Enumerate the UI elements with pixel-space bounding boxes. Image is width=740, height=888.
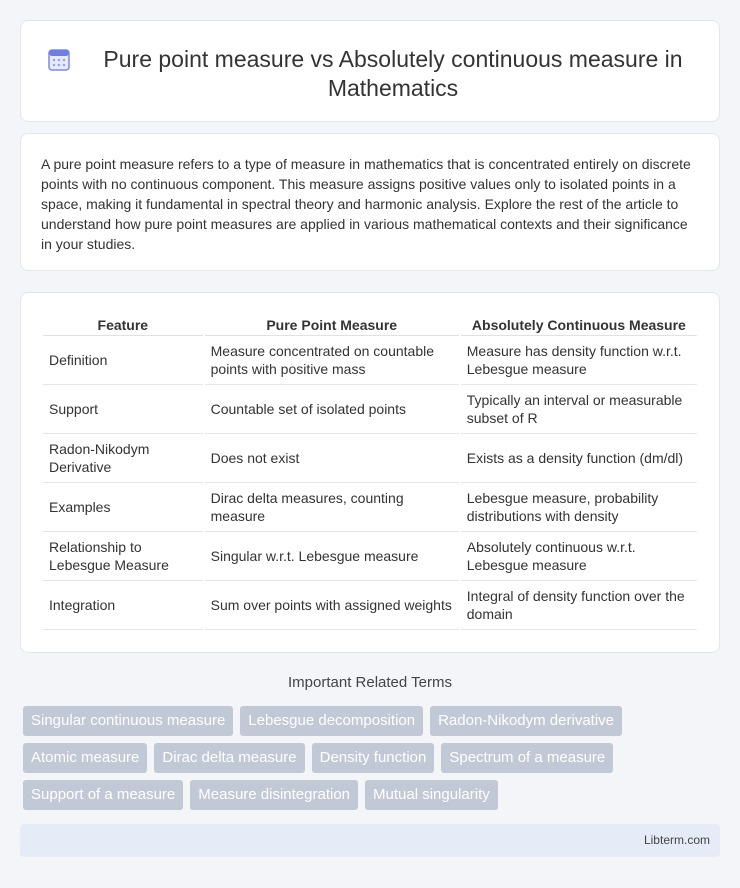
footer-site-link[interactable]: Libterm.com [643, 833, 710, 847]
table-cell: Integration [43, 581, 203, 630]
table-cell: Definition [43, 336, 203, 385]
related-term-tag[interactable]: Measure disintegration [190, 780, 358, 810]
intro-text: A pure point measure refers to a type of measure in mathematics that is concentrated entirely on discrete points with no continuous component. This measure assigns positive values only to isolated points in a space, making it fundamental in spectral theory and harmonic analysis. Explore the rest of the article to understand how pure point measures are applied in various mathematical contexts and their significance in your studies. [41, 156, 691, 252]
table-row [43, 434, 697, 483]
intro-card [20, 133, 720, 271]
column-header: Pure Point Measure [205, 314, 459, 336]
related-term-tag[interactable]: Spectrum of a measure [441, 743, 613, 773]
table-row [43, 483, 697, 532]
related-term-tag[interactable]: Lebesgue decomposition [240, 706, 423, 736]
comparison-table [41, 314, 699, 630]
table-cell: Singular w.r.t. Lebesgue measure [205, 532, 459, 581]
related-term-tag[interactable]: Atomic measure [23, 743, 147, 773]
table-cell: Lebesgue measure, probability distributions with density [461, 483, 697, 532]
calendar-icon [48, 47, 70, 71]
comparison-card [20, 292, 720, 653]
column-header: Feature [43, 314, 203, 336]
table-cell: Relationship to Lebesgue Measure [43, 532, 203, 581]
related-term-tag[interactable]: Density function [312, 743, 435, 773]
table-row [43, 532, 697, 581]
table-cell: Typically an interval or measurable subset of R [461, 385, 697, 434]
tag-row [23, 706, 723, 736]
table-cell: Dirac delta measures, counting measure [205, 483, 459, 532]
table-cell: Exists as a density function (dm/dl) [461, 434, 697, 483]
table-cell: Measure has density function w.r.t. Lebesgue measure [461, 336, 697, 385]
table-row [43, 336, 697, 385]
footer [20, 824, 720, 857]
page-title: Pure point measure vs Absolutely continuous measure in Mathematics [103, 46, 683, 101]
table-cell: Countable set of isolated points [205, 385, 459, 434]
table-cell: Sum over points with assigned weights [205, 581, 459, 630]
header-card [20, 20, 720, 122]
related-term-tag[interactable]: Singular continuous measure [23, 706, 233, 736]
related-term-tag[interactable]: Radon-Nikodym derivative [430, 706, 622, 736]
related-terms [23, 706, 723, 817]
table-cell: Does not exist [205, 434, 459, 483]
table-cell: Integral of density function over the domain [461, 581, 697, 630]
table-cell: Support [43, 385, 203, 434]
column-header: Absolutely Continuous Measure [461, 314, 697, 336]
tag-row [23, 780, 723, 810]
related-term-tag[interactable]: Mutual singularity [365, 780, 498, 810]
related-term-tag[interactable]: Dirac delta measure [154, 743, 304, 773]
table-row [43, 581, 697, 630]
table-cell: Measure concentrated on countable points with positive mass [205, 336, 459, 385]
table-cell: Radon-Nikodym Derivative [43, 434, 203, 483]
table-cell: Examples [43, 483, 203, 532]
related-term-tag[interactable]: Support of a measure [23, 780, 183, 810]
tag-row [23, 743, 723, 773]
related-terms-title: Important Related Terms [288, 674, 452, 691]
table-cell: Absolutely continuous w.r.t. Lebesgue measure [461, 532, 697, 581]
table-header-row [43, 314, 697, 336]
table-row [43, 385, 697, 434]
